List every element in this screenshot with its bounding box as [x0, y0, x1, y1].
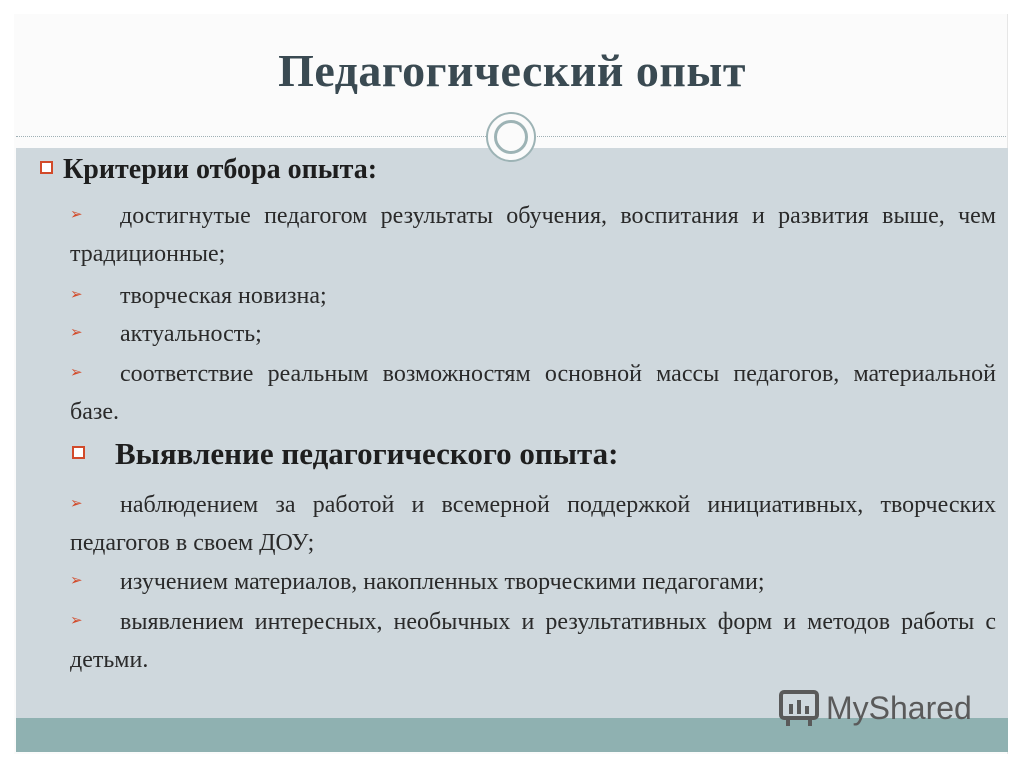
arrow-bullet-icon: ➢ — [70, 612, 83, 629]
watermark-text: MyShared — [826, 689, 972, 726]
ring-ornament-icon — [486, 112, 536, 162]
list-item: ➢ выявлением интересных, необычных и результативных форм и методов работы с детьми. — [70, 604, 996, 679]
list-item: ➢ изучением материалов, накопленных творческими педагогами; — [70, 564, 996, 602]
list-item: ➢ актуальность; — [70, 316, 996, 354]
arrow-bullet-icon: ➢ — [70, 364, 83, 381]
arrow-bullet-icon: ➢ — [70, 206, 83, 223]
slide-title: Педагогический опыт — [278, 45, 746, 96]
myshared-logo-icon — [778, 688, 820, 728]
list-item: ➢ наблюдением за работой и всемерной поддержкой инициативных, творческих педагогов в своем ДОУ; — [70, 487, 996, 562]
list-item: ➢ творческая новизна; — [70, 278, 996, 316]
arrow-bullet-icon: ➢ — [70, 572, 83, 589]
list-item: ➢ соответствие реальным возможностям основной массы педагогов, материальной базе. — [70, 356, 996, 431]
arrow-bullet-icon: ➢ — [70, 324, 83, 341]
section1-heading: Критерии отбора опыта: — [40, 154, 377, 186]
checkbox-bullet-icon — [40, 161, 53, 174]
arrow-bullet-icon: ➢ — [70, 495, 83, 512]
myshared-watermark[interactable] — [778, 688, 972, 728]
arrow-bullet-icon: ➢ — [70, 286, 83, 303]
list-item: ➢ достигнутые педагогом результаты обучения, воспитания и развития выше, чем традиционные; — [70, 198, 996, 273]
section2-heading: Выявление педагогического опыта: — [72, 436, 618, 472]
checkbox-bullet-icon — [72, 446, 85, 459]
